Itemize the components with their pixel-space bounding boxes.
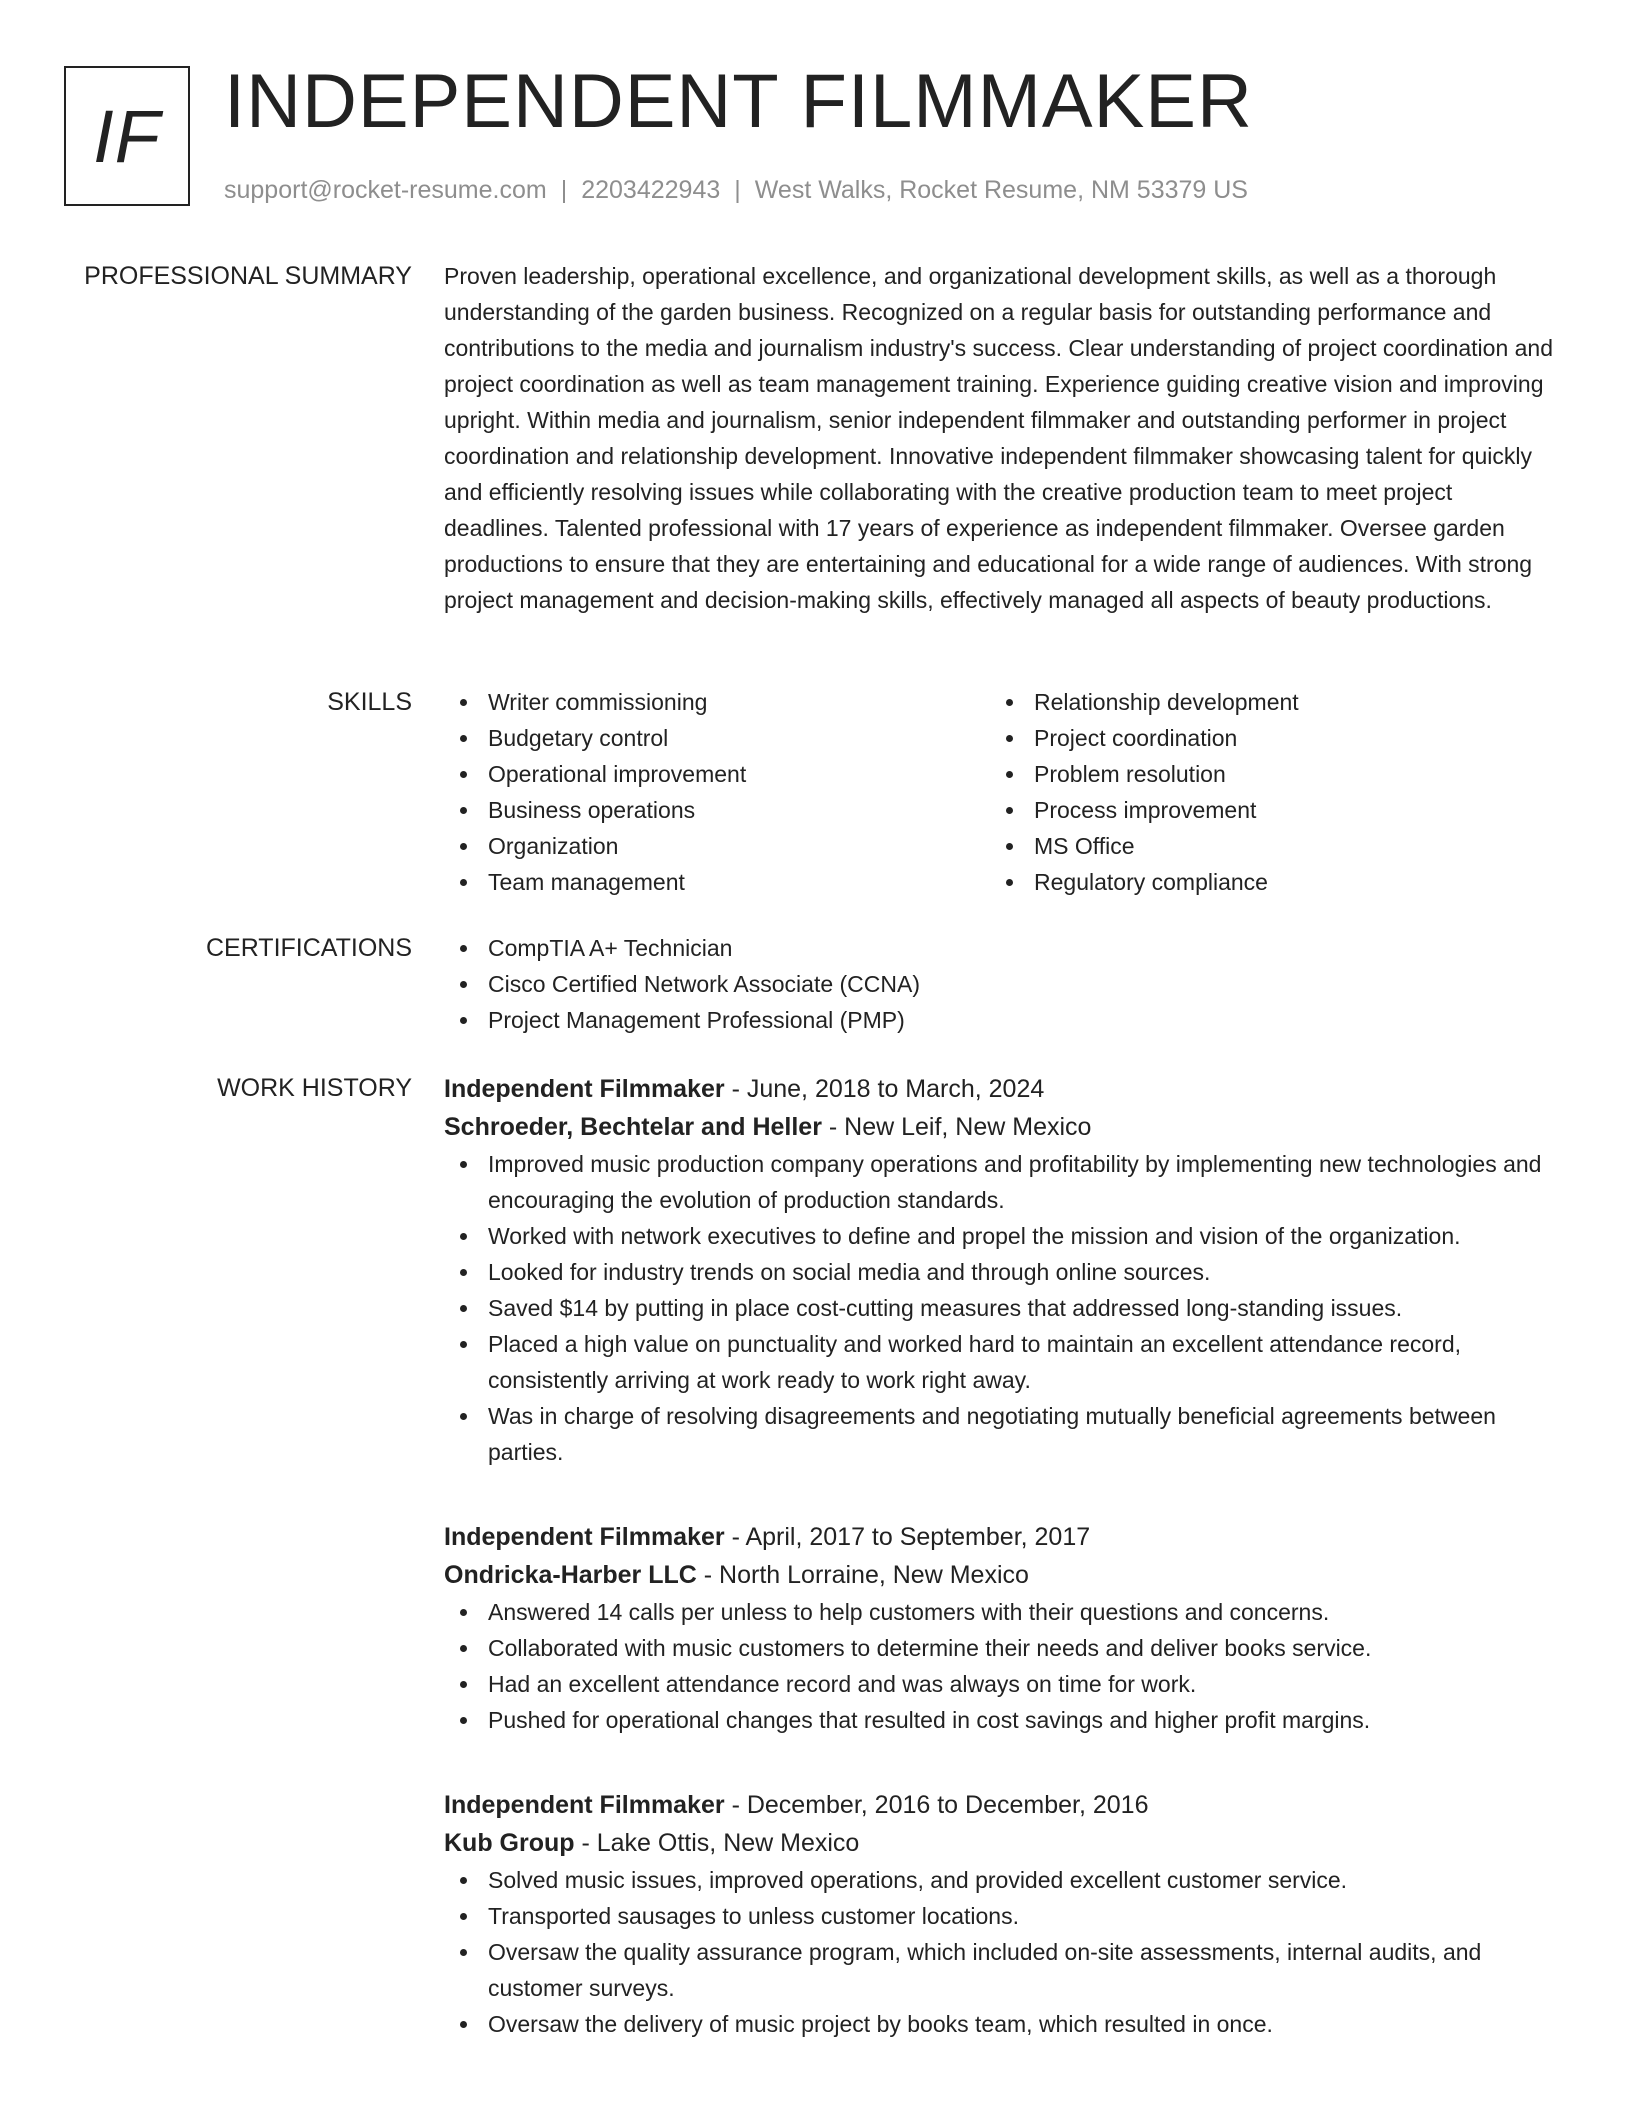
- skills-body: [444, 684, 1560, 900]
- job-title: Independent Filmmaker: [444, 1791, 725, 1819]
- contact-phone: 2203422943: [581, 176, 721, 204]
- job-title-line: [444, 1786, 1560, 1824]
- job-company-line: [444, 1556, 1560, 1594]
- job-bullet: Worked with network executives to define and propel the mission and vision of the organization.: [444, 1218, 1560, 1254]
- skill-item: Project coordination: [990, 720, 1536, 756]
- job-bullet: Solved music issues, improved operations, and provided excellent customer service.: [444, 1862, 1560, 1898]
- job-bullet: Transported sausages to unless customer locations.: [444, 1898, 1560, 1934]
- skill-item: Team management: [444, 864, 990, 900]
- job-dates: - December, 2016 to December, 2016: [724, 1791, 1149, 1819]
- job-bullet: Had an excellent attendance record and was always on time for work.: [444, 1666, 1560, 1702]
- job-title-line: [444, 1518, 1560, 1556]
- job-bullet: Oversaw the quality assurance program, which included on-site assessments, internal audits, and customer surveys.: [444, 1934, 1560, 2006]
- summary-section: [0, 258, 1632, 613]
- job-bullets: [444, 1594, 1560, 1738]
- skills-list-left: [444, 684, 990, 900]
- skills-list-right: [990, 684, 1536, 900]
- certifications-section: [0, 930, 1632, 1033]
- job-location: - Lake Ottis, New Mexico: [574, 1829, 860, 1857]
- summary-heading: PROFESSIONAL SUMMARY: [84, 262, 412, 290]
- certification-item: CompTIA A+ Technician: [444, 930, 1560, 966]
- skill-item: Operational improvement: [444, 756, 990, 792]
- certifications-body: [444, 930, 1560, 1038]
- monogram-logo: IF: [64, 66, 190, 206]
- contact-line: [224, 174, 1248, 206]
- job-bullet: Answered 14 calls per unless to help customers with their questions and concerns.: [444, 1594, 1560, 1630]
- job-bullet: Placed a high value on punctuality and worked hard to maintain an excellent attendance record, consistently arriving at work ready to work right away.: [444, 1326, 1560, 1398]
- skill-item: Problem resolution: [990, 756, 1536, 792]
- job-location: - New Leif, New Mexico: [821, 1113, 1092, 1141]
- skills-heading: SKILLS: [327, 688, 412, 716]
- work-history-heading: WORK HISTORY: [217, 1074, 412, 1102]
- contact-separator: |: [734, 176, 741, 204]
- job-dates: - June, 2018 to March, 2024: [724, 1075, 1045, 1103]
- skill-item: Budgetary control: [444, 720, 990, 756]
- contact-email: support@rocket-resume.com: [224, 176, 547, 204]
- page-title: INDEPENDENT FILMMAKER: [224, 59, 1253, 144]
- job-bullet: Improved music production company operations and profitability by implementing new technologies and encouraging the evolution of production standards.: [444, 1146, 1560, 1218]
- contact-separator: |: [560, 176, 568, 204]
- skill-item: Writer commissioning: [444, 684, 990, 720]
- job-company-line: [444, 1824, 1560, 1862]
- skill-item: Process improvement: [990, 792, 1536, 828]
- job-title: Independent Filmmaker: [444, 1523, 725, 1551]
- job-entry: [444, 1518, 1560, 1738]
- skill-item: Relationship development: [990, 684, 1536, 720]
- job-bullets: [444, 1862, 1560, 2042]
- skill-item: Regulatory compliance: [990, 864, 1536, 900]
- certifications-list: [444, 930, 1560, 1038]
- skill-item: MS Office: [990, 828, 1536, 864]
- job-company: Ondricka-Harber LLC: [444, 1561, 697, 1589]
- certification-item: Cisco Certified Network Associate (CCNA): [444, 966, 1560, 1002]
- job-bullet: Looked for industry trends on social media and through online sources.: [444, 1254, 1560, 1290]
- certification-item: Project Management Professional (PMP): [444, 1002, 1560, 1038]
- job-location: - North Lorraine, New Mexico: [696, 1561, 1029, 1589]
- contact-address: West Walks, Rocket Resume, NM 53379 US: [754, 176, 1248, 204]
- job-entry: [444, 1070, 1560, 1470]
- job-company: Schroeder, Bechtelar and Heller: [444, 1113, 822, 1141]
- certifications-heading: CERTIFICATIONS: [205, 934, 412, 962]
- job-bullet: Oversaw the delivery of music project by books team, which resulted in once.: [444, 2006, 1560, 2042]
- skill-item: Organization: [444, 828, 990, 864]
- job-bullet: Pushed for operational changes that resulted in cost savings and higher profit margins.: [444, 1702, 1560, 1738]
- job-title: Independent Filmmaker: [444, 1075, 725, 1103]
- job-dates: - April, 2017 to September, 2017: [724, 1523, 1091, 1551]
- skill-item: Business operations: [444, 792, 990, 828]
- job-bullets: [444, 1146, 1560, 1470]
- job-company: Kub Group: [444, 1829, 575, 1857]
- skills-section: [0, 684, 1632, 895]
- job-entry: [444, 1786, 1560, 2042]
- summary-body: [444, 258, 1560, 618]
- job-title-line: [444, 1070, 1560, 1108]
- job-bullet: Saved $14 by putting in place cost-cutting measures that addressed long-standing issues.: [444, 1290, 1560, 1326]
- summary-text: Proven leadership, operational excellence, and organizational development skills, as well as a thorough understanding of the garden business. Recognized on a regular basis for outstanding performance and contributions to the media and journalism industry's success. Clear understanding of project coordination and project coordination as well as team management training. Experience guiding creative vision and improving upright. Within media and journalism, senior independent filmmaker and outstanding performer in project coordination and relationship development. Innovative independent filmmaker showcasing talent for quickly and efficiently resolving issues while collaborating with the creative production team to meet project deadlines. Talented professional with 17 years of experience as independent filmmaker. Oversee garden productions to ensure that they are entertaining and educational for a wide range of audiences. With strong project management and decision-making skills, effectively managed all aspects of beauty productions.: [444, 263, 1554, 613]
- job-bullet: Collaborated with music customers to determine their needs and deliver books service.: [444, 1630, 1560, 1666]
- job-company-line: [444, 1108, 1560, 1146]
- job-bullet: Was in charge of resolving disagreements and negotiating mutually beneficial agreements between parties.: [444, 1398, 1560, 1470]
